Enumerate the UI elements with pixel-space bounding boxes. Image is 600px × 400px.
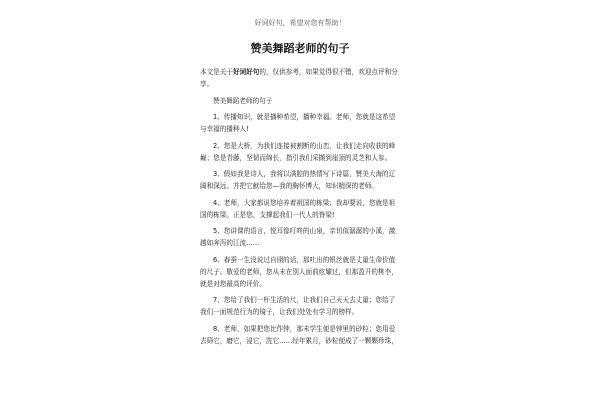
document-body	[200, 66, 400, 351]
list-item-3: 3、假如我是诗人，我将以满腔的热情写下诗篇，赞美大海的辽阔和深远。并把它献给您—我的胸怀博大，知识精深的老师。	[200, 170, 396, 190]
list-item-6: 6、春蚕一生没说过自诩的话，那吐出的银丝就是丈量生命价值的尺子。敬爱的老师，您从未在别人面前炫耀过，但那盈开的桃李，就是对您最高的评价。	[200, 255, 398, 288]
section-subtitle: 赞美舞蹈老师的句子	[213, 96, 273, 105]
list-item-1: 1、传播知识，就是播种希望，播种幸福。老师，您就是这希望与幸福的播种人!	[200, 113, 396, 133]
list-item-8: 8、老师，如果把您比作钟，那末学生便是钟里的砂粒；您用爱去筛它，磨它，浸它，洗它……经年累月，砂粒便成了一颗颗珍珠，	[200, 324, 398, 345]
intro-paragraph	[200, 66, 400, 90]
intro-text-before: 本文是关于	[200, 68, 233, 76]
list-item-5: 5、您讲课的语言，悦耳像叮咚的山泉，亲切似潺潺的小溪，激越如奔泻的江流……	[200, 227, 396, 247]
list-item-2: 2、您是大桥，为我们连接被割断的山峦，让我们走向收获的峰巅；您是青藤，坚韧而绵长，指引我们采撷到崖顶的灵芝和人参。	[200, 141, 396, 162]
list-item-4: 4、老师，大家都说您培养着祖国的栋梁；我却要说，您就是祖国的栋梁。正是您，支撑起我们一代人的脊梁!	[200, 198, 396, 219]
list-item-7: 7、您给了我们一杆生活的尺，让我们自己天天去丈量；您给了我们一面规范行为的镜子，让我们处处有学习的榜样。	[200, 296, 396, 316]
intro-text-after: 的，仅供参考，如果觉得很不错，欢迎点评和分享。	[200, 68, 398, 88]
page-title: 赞美舞蹈老师的句子	[250, 42, 350, 55]
header-note: 好词好句，希望对您有帮助！	[254, 19, 346, 27]
intro-keyword: 好词好句	[232, 68, 260, 76]
